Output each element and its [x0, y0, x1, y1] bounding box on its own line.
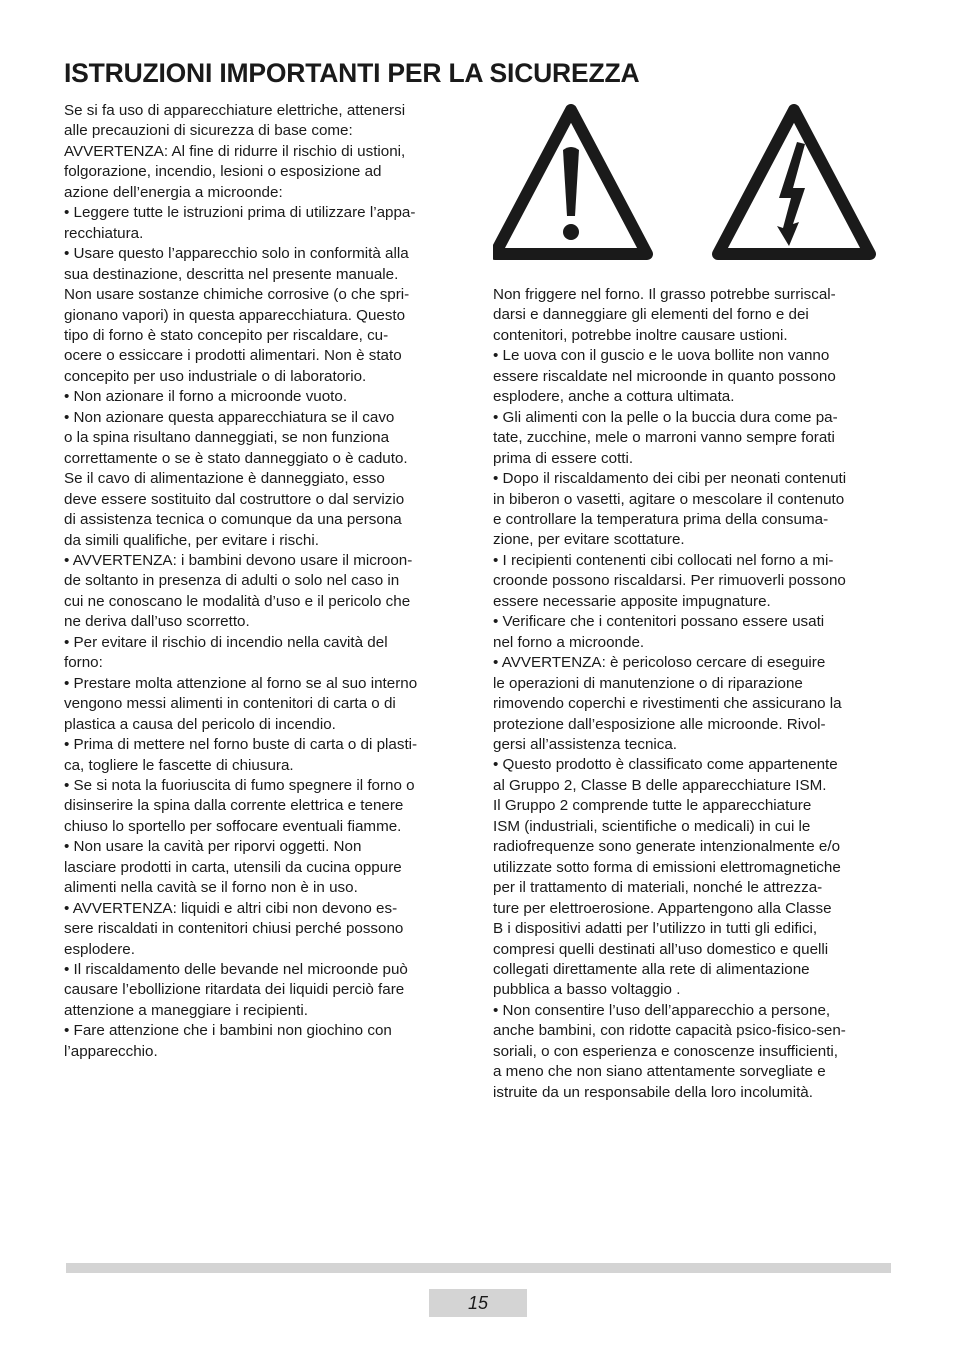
- warning-symbols: [493, 104, 889, 264]
- text-line: soriali, o con esperienza e conoscenze insufficienti,: [493, 1042, 839, 1060]
- text-line: l’apparecchio.: [64, 1042, 158, 1060]
- text-line: o la spina risultano danneggiati, se non funziona: [64, 429, 390, 447]
- text-line: • AVVERTENZA: i bambini devono usare il microon-: [64, 551, 413, 569]
- text-line: collegati direttamente alla rete di alimentazione: [493, 960, 810, 978]
- text-line: lasciare prodotti in carta, utensili da cucina oppure: [64, 858, 402, 876]
- text-line: azione dell’energia a microonde:: [64, 183, 283, 201]
- exclamation-warning-icon: [495, 110, 647, 254]
- text-line: e controllare la temperatura prima della consuma-: [493, 510, 829, 528]
- page-title: ISTRUZIONI IMPORTANTI PER LA SICUREZZA: [64, 58, 640, 88]
- text-line: darsi e danneggiare gli elementi del forno e dei: [493, 306, 809, 324]
- text-line: • Dopo il riscaldamento dei cibi per neonati contenuti: [493, 470, 847, 488]
- footer-divider: [66, 1263, 891, 1273]
- text-line: • Se si nota la fuoriuscita di fumo spegnere il forno o: [64, 776, 415, 794]
- text-line: compresi quelli destinati all’uso domestico e quelli: [493, 940, 829, 958]
- text-line: • Le uova con il guscio e le uova bollite non vanno: [493, 347, 830, 365]
- text-line: gersi all’assistenza tecnica.: [493, 735, 678, 753]
- text-line: le operazioni di manutenzione o di riparazione: [493, 674, 803, 692]
- text-line: forno:: [64, 654, 103, 672]
- text-line: • Non consentire l’uso dell’apparecchio a persone,: [493, 1001, 831, 1019]
- text-line: vengono messi alimenti in contenitori di carta o di: [64, 695, 396, 713]
- text-line: istruite da un responsabile della loro incolumità.: [493, 1083, 813, 1101]
- text-line: di assistenza tecnica o comunque da una persona: [64, 511, 402, 529]
- text-line: • Non azionare questa apparecchiatura se il cavo: [64, 408, 395, 426]
- text-line: Se il cavo di alimentazione è danneggiato, esso: [64, 470, 385, 488]
- text-line: utilizzate sotto forma di emissioni elettromagnetiche: [493, 858, 841, 876]
- text-line: • Verificare che i contenitori possano essere usati: [493, 613, 825, 631]
- text-line: ca, togliere le fascette di chiusura.: [64, 756, 294, 774]
- text-line: essere necessarie apposite impugnature.: [493, 592, 771, 610]
- text-line: • Non azionare il forno a microonde vuoto.: [64, 388, 348, 406]
- text-line: AVVERTENZA: Al fine di ridurre il rischio di ustioni,: [64, 142, 406, 160]
- text-line: recchiatura.: [64, 224, 144, 242]
- text-line: ture per elettroerosione. Appartengono alla Classe: [493, 899, 832, 917]
- text-line: zione, per evitare scottature.: [493, 531, 685, 549]
- page-number: 15: [467, 1292, 489, 1313]
- text-line: attenzione a maneggiare i recipienti.: [64, 1001, 308, 1019]
- text-line: correttamente o se è stato danneggiato o è caduto.: [64, 449, 408, 467]
- text-line: concepito per uso industriale o di laboratorio.: [64, 367, 367, 385]
- text-line: Il Gruppo 2 comprende tutte le apparecchiature: [493, 797, 812, 815]
- text-line: anche bambini, con ridotte capacità psico-fisico-sen-: [493, 1022, 846, 1040]
- text-line: radiofrequenze sono generate intenzionalmente e/o: [493, 838, 841, 856]
- text-line: folgorazione, incendio, lesioni o esposizione ad: [64, 163, 382, 181]
- text-line: tate, zucchine, mele o marroni vanno sempre forati: [493, 429, 835, 447]
- text-line: disinserire la spina dalla corrente elettrica e tenere: [64, 797, 404, 815]
- text-line: • I recipienti contenenti cibi collocati nel forno a mi-: [493, 551, 834, 569]
- text-line: da simili qualifiche, per evitare i rischi.: [64, 531, 319, 549]
- text-line: prima di essere cotti.: [493, 449, 634, 467]
- text-line: • AVVERTENZA: liquidi e altri cibi non devono es-: [64, 899, 398, 917]
- text-line: • Per evitare il rischio di incendio nella cavità del: [64, 633, 388, 651]
- text-line: • Prima di mettere nel forno buste di carta o di plasti-: [64, 736, 418, 754]
- text-line: • Il riscaldamento delle bevande nel microonde può: [64, 961, 408, 979]
- text-line: croonde possono riscaldarsi. Per rimuoverli possono: [493, 572, 846, 590]
- text-line: causare l’ebollizione ritardata dei liquidi perciò fare: [64, 981, 405, 999]
- text-line: • AVVERTENZA: è pericoloso cercare di eseguire: [493, 654, 826, 672]
- text-line: alimenti nella cavità se il forno non è in uso.: [64, 879, 358, 897]
- text-line: gionano vapori) in questa apparecchiatura. Questo: [64, 306, 406, 324]
- text-line: in biberon o vasetti, agitare o mescolare il contenuto: [493, 490, 845, 508]
- text-line: deve essere sostituito dal costruttore o dal servizio: [64, 490, 405, 508]
- text-line: Se si fa uso di apparecchiature elettriche, attenersi: [64, 102, 406, 119]
- text-line: Non usare sostanze chimiche corrosive (o che spri-: [64, 286, 410, 304]
- text-line: • Leggere tutte le istruzioni prima di utilizzare l’appa-: [64, 204, 416, 222]
- text-line: a meno che non siano attentamente sorvegliate e: [493, 1063, 826, 1081]
- text-line: al Gruppo 2, Classe B delle apparecchiature ISM.: [493, 776, 827, 794]
- electric-shock-warning-icon: [718, 110, 870, 254]
- text-line: • Usare questo l’apparecchio solo in conformità alla: [64, 245, 409, 263]
- text-line: ISM (industriali, scientifiche o medicali) in cui le: [493, 817, 811, 835]
- text-line: esplodere, anche a cottura ultimata.: [493, 388, 735, 406]
- text-line: per il trattamento di materiali, nonché le attrezza-: [493, 879, 823, 897]
- text-line: chiuso lo sportello per soffocare eventuali fiamme.: [64, 817, 402, 835]
- page-number-box: [429, 1289, 527, 1317]
- text-line: sere riscaldati in contenitori chiusi perché possono: [64, 920, 404, 938]
- right-column-text: [493, 285, 893, 1103]
- text-line: Non friggere nel forno. Il grasso potrebbe surriscal-: [493, 286, 836, 303]
- text-line: cui ne conoscano le modalità d’uso e il pericolo che: [64, 592, 411, 610]
- text-line: • Gli alimenti con la pelle o la buccia dura come pa-: [493, 408, 838, 426]
- text-line: tipo di forno è stato concepito per riscaldare, cu-: [64, 326, 389, 344]
- text-line: contenitori, potrebbe inoltre causare ustioni.: [493, 326, 788, 344]
- text-line: plastica a causa del pericolo di incendio.: [64, 715, 336, 733]
- text-line: pubblica a basso voltaggio .: [493, 981, 681, 999]
- left-column-text: [64, 101, 474, 1062]
- text-line: de soltanto in presenza di adulti o solo nel caso in: [64, 572, 400, 590]
- text-line: rimovendo coperchi e rivestimenti che assicurano la: [493, 695, 842, 713]
- text-line: protezione dall’esposizione alle microonde. Rivol-: [493, 715, 826, 733]
- text-line: nel forno a microonde.: [493, 633, 645, 651]
- text-line: • Fare attenzione che i bambini non giochino con: [64, 1022, 392, 1040]
- text-line: ocere o essiccare i prodotti alimentari. Non è stato: [64, 347, 402, 365]
- text-line: B i dispositivi adatti per l’utilizzo in tutti gli edifici,: [493, 920, 818, 938]
- text-line: esplodere.: [64, 940, 135, 958]
- text-line: alle precauzioni di sicurezza di base come:: [64, 122, 353, 140]
- text-line: • Non usare la cavità per riporvi oggetti. Non: [64, 838, 362, 856]
- text-line: • Questo prodotto è classificato come appartenente: [493, 756, 838, 774]
- text-line: sua destinazione, descritta nel presente manuale.: [64, 265, 399, 283]
- text-line: ne deriva dall’uso scorretto.: [64, 613, 250, 631]
- text-line: essere riscaldate nel microonde in quanto possono: [493, 367, 836, 385]
- text-line: • Prestare molta attenzione al forno se al suo interno: [64, 674, 418, 692]
